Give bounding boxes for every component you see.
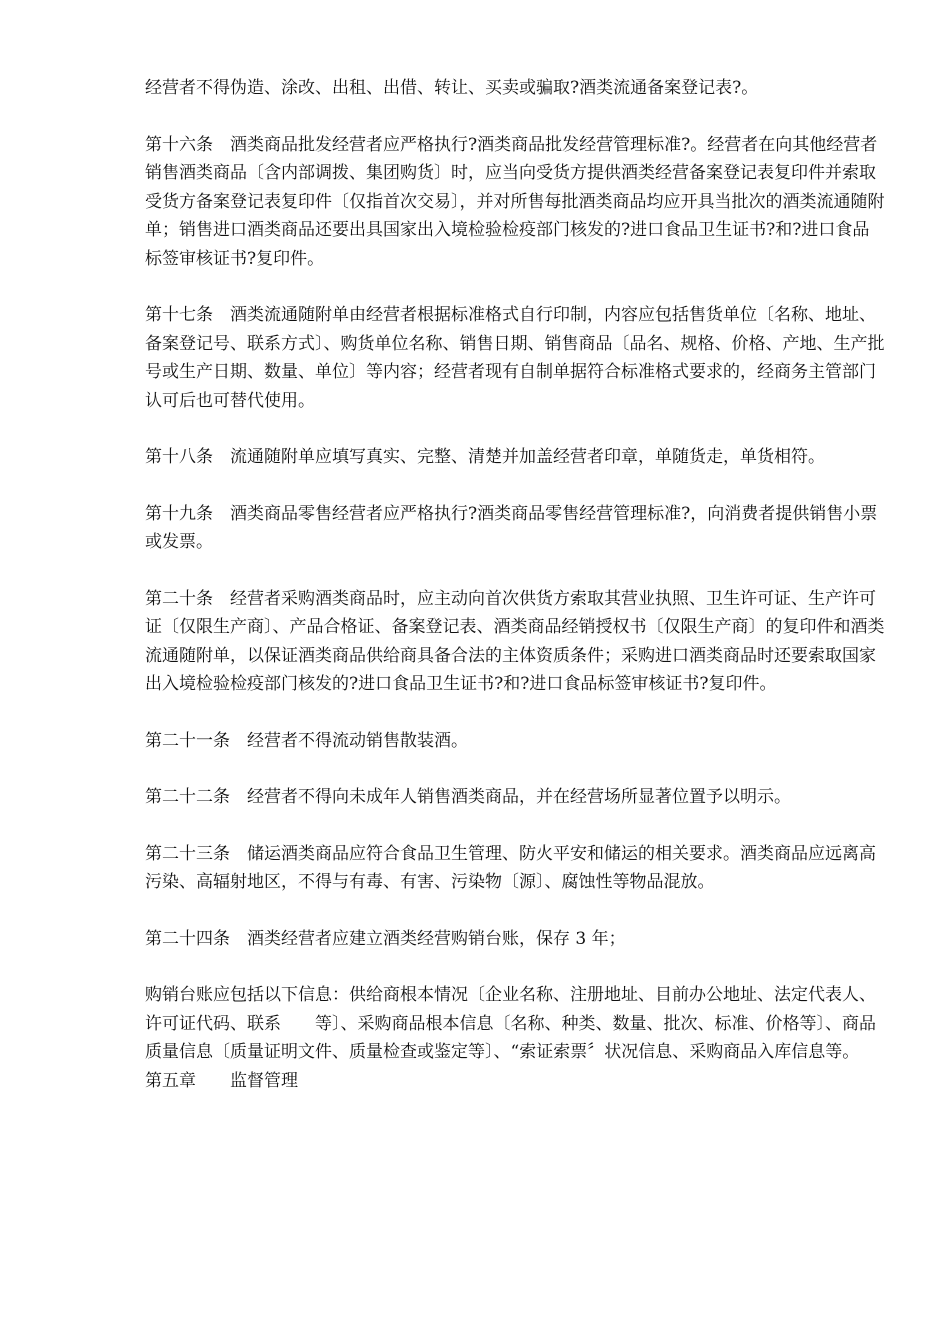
article-18: 第十八条 流通随附单应填写真实、完整、清楚并加盖经营者印章，单随货走，单货相符。 <box>145 447 825 467</box>
article-19: 第十九条 酒类商品零售经营者应严格执行?酒类商品零售经营管理标准?，向消费者提供销售小票或发票。 <box>145 503 878 552</box>
chapter-heading: 第五章 监督管理 <box>145 1070 298 1091</box>
article-20: 第二十条 经营者采购酒类商品时，应主动向首次供货方索取其营业执照、卫生许可证、生产许可证〔仅限生产商〕、产品合格证、备案登记表、酒类商品经销授权书〔仅限生产商〕的复印件和酒类流通随附单，以保证酒类商品供给商具备合法的主体资质条件；采购进口酒类商品时还要索取国家出入境检验检疫部门核发的?进口食品卫生证书?和?进口食品标签审核证书?复印件。 <box>145 588 885 694</box>
article-21: 第二十一条 经营者不得流动销售散装酒。 <box>145 730 468 751</box>
article-23: 第二十三条 储运酒类商品应符合食品卫生管理、防火平安和储运的相关要求。酒类商品应远离高污染、高辐射地区，不得与有毒、有害、污染物〔源〕、腐蚀性等物品混放。 <box>145 843 876 892</box>
article-22: 第二十二条 经营者不得向未成年人销售酒类商品，并在经营场所显著位置予以明示。 <box>145 787 791 807</box>
article-16: 第十六条 酒类商品批发经营者应严格执行?酒类商品批发经营管理标准?。经营者在向其他经营者销售酒类商品〔含内部调拨、集团购货〕时，应当向受货方提供酒类经营备案登记表复印件并索取受货方备案登记表复印件〔仅指首次交易〕，并对所售每批酒类商品均应开具当批次的酒类流通随附单；销售进口酒类商品还要出具国家出入境检验检疫部门核发的?进口食品卫生证书?和?进口食品标签审核证书?复印件。 <box>145 134 885 269</box>
article-24: 第二十四条 酒类经营者应建立酒类经营购销台账，保存 3 年； <box>145 928 626 949</box>
paragraph-intro: 经营者不得伪造、涂改、出租、出借、转让、买卖或骗取?酒类流通备案登记表?。 <box>145 78 759 98</box>
ledger-requirements: 购销台账应包括以下信息：供给商根本情况〔企业名称、注册地址、目前办公地址、法定代表人、许可证代码、联系 等〕、采购商品根本信息〔名称、种类、数量、批次、标准、价格等〕、商品质量信息〔质量证明文件、质量检查或鉴定等〕、“索证索票〞状况信息、采购商品入库信息等。 <box>145 985 876 1062</box>
article-17: 第十七条 酒类流通随附单由经营者根据标准格式自行印制，内容应包括售货单位〔名称、地址、备案登记号、联系方式〕、购货单位名称、销售日期、销售商品〔品名、规格、价格、产地、生产批号或生产日期、数量、单位〕等内容；经营者现有自制单据符合标准格式要求的，经商务主管部门认可后也可替代使用。 <box>145 305 885 411</box>
document-body <box>145 74 885 1095</box>
